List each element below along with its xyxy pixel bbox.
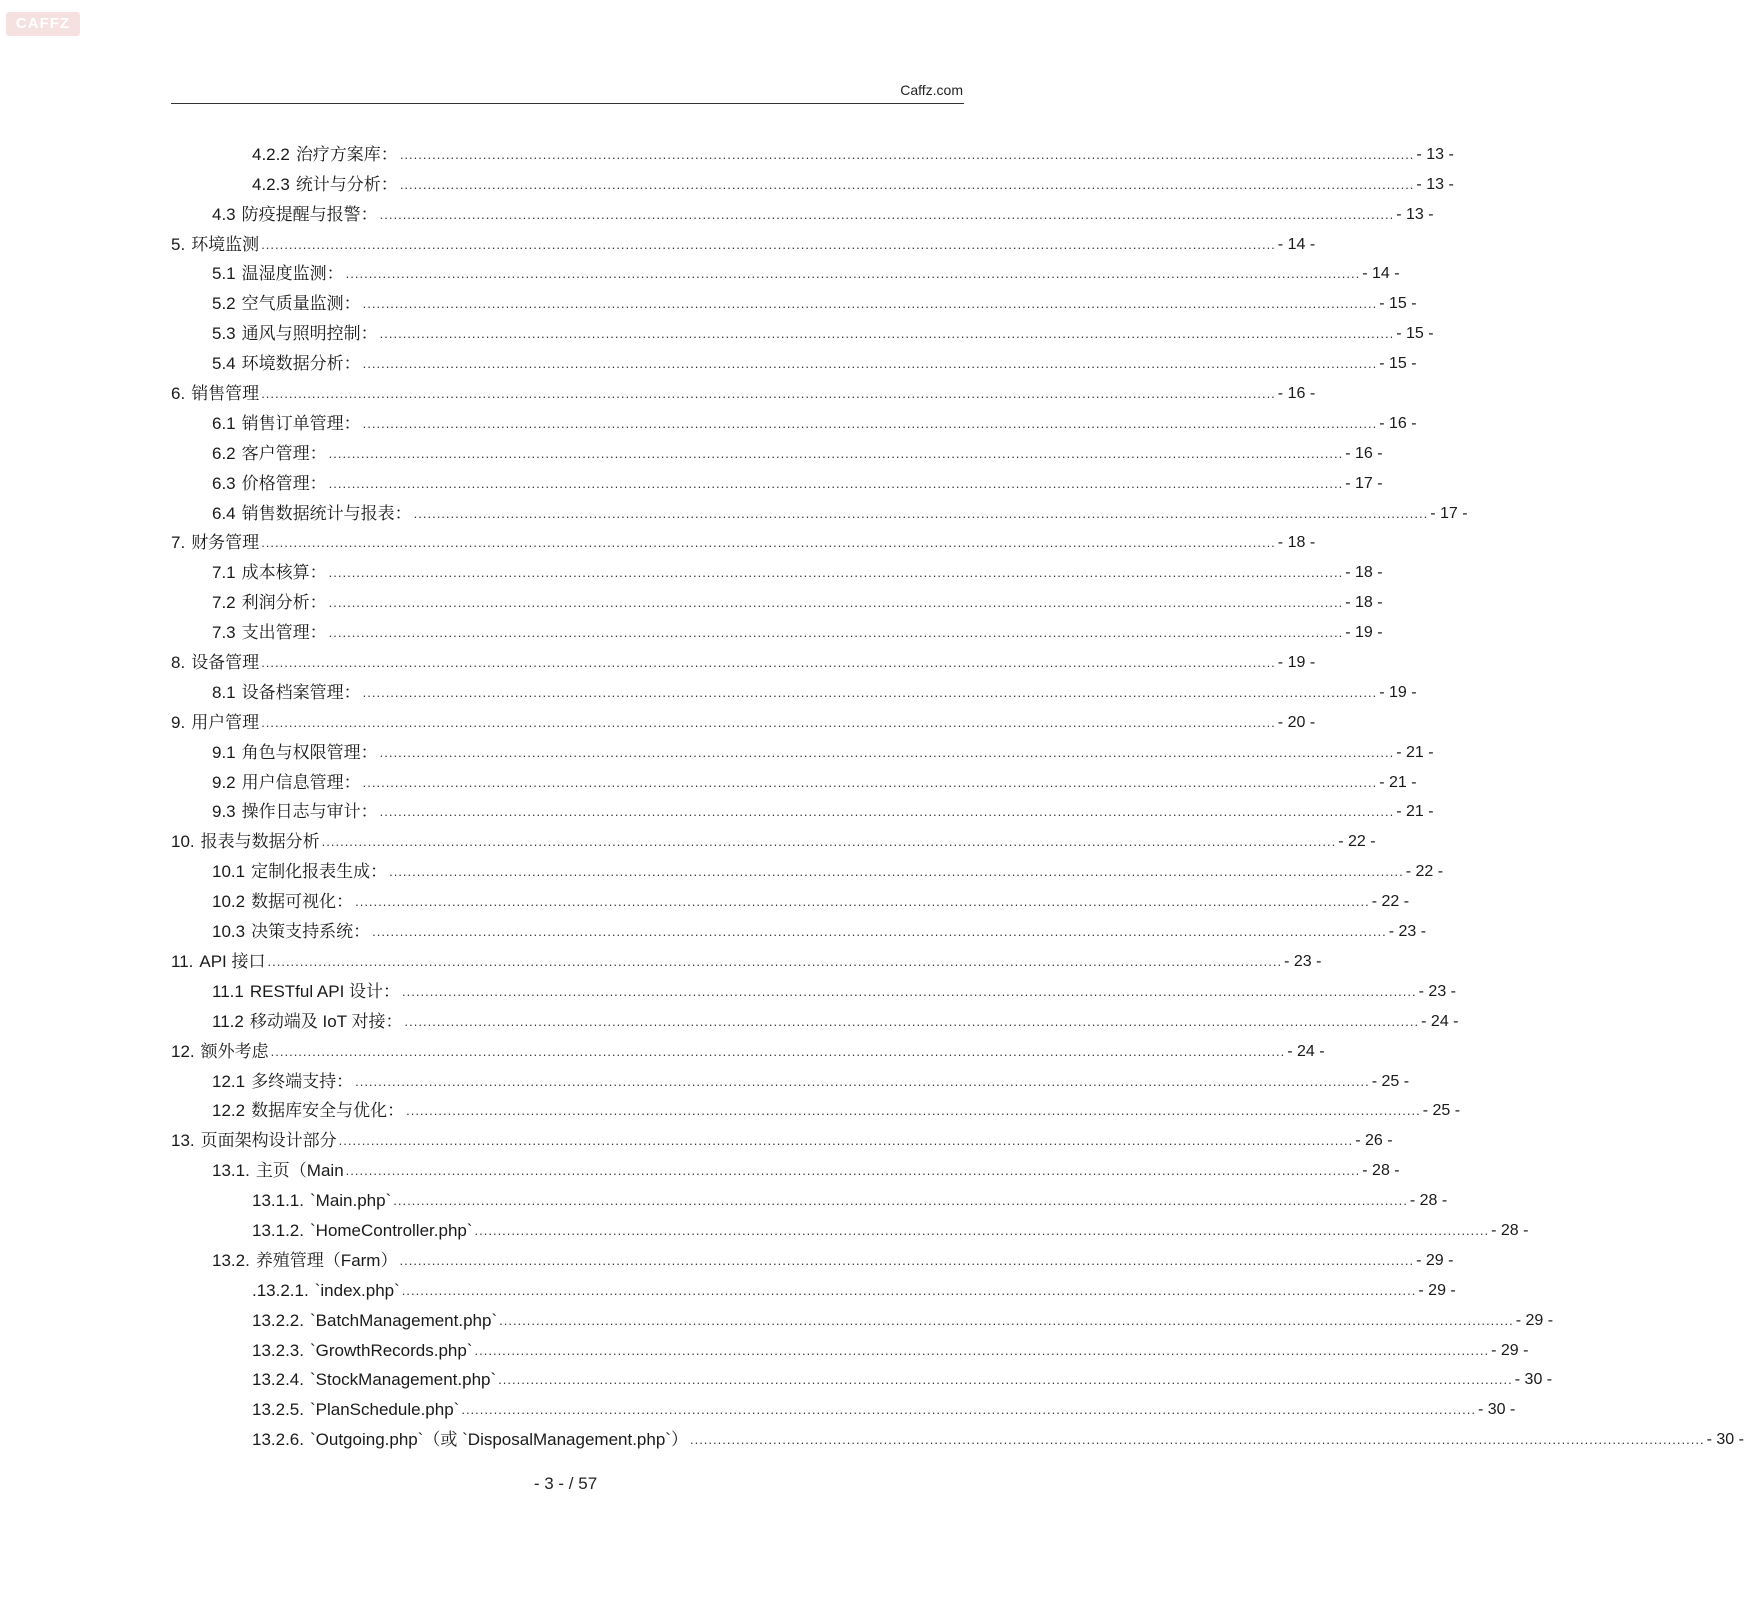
toc-entry-page: - 29 -: [1491, 1341, 1529, 1359]
toc-leader-dots: ............................................................................................................................................................................................................................: [498, 1372, 1513, 1388]
toc-leader-dots: ............................................................................................................................................................................................................................: [404, 1013, 1420, 1029]
toc-entry-number: 8.: [171, 653, 186, 673]
toc-entry-number: 13.2.2.: [252, 1310, 304, 1330]
toc-entry-title: 销售订单管理：: [241, 413, 361, 433]
toc-leader-dots: ............................................................................................................................................................................................................................: [393, 1193, 1408, 1209]
toc-entry-title: 防疫提醒与报警：: [241, 204, 378, 224]
toc-entry-page: - 30 -: [1477, 1401, 1516, 1419]
toc-leader-dots: ............................................................................................................................................................................................................................: [362, 356, 1378, 372]
toc-entry-number: 13.1.2.: [252, 1220, 304, 1240]
toc-entry-number: 5.4: [212, 354, 236, 374]
toc-entry[interactable]: [171, 646, 1316, 676]
toc-entry[interactable]: [171, 855, 1444, 885]
toc-entry-page: - 14 -: [1362, 265, 1400, 283]
toc-entry-number: 6.: [171, 384, 186, 404]
header-site-name: Caffz.com: [900, 82, 963, 98]
toc-entry[interactable]: [171, 258, 1400, 288]
toc-entry[interactable]: [171, 317, 1434, 347]
toc-entry[interactable]: [171, 586, 1383, 616]
toc-entry-title: 数据可视化：: [251, 892, 354, 912]
toc-entry-number: 13.2.: [212, 1250, 250, 1270]
toc-leader-dots: ............................................................................................................................................................................................................................: [379, 804, 1395, 820]
toc-entry-page: - 23 -: [1418, 982, 1456, 1000]
toc-entry-page: - 28 -: [1491, 1221, 1529, 1239]
toc-entry-page: - 22 -: [1405, 863, 1444, 881]
toc-leader-dots: ............................................................................................................................................................................................................................: [362, 684, 1378, 700]
toc-entry-page: - 16 -: [1379, 414, 1417, 432]
toc-entry-page: - 19 -: [1277, 654, 1316, 672]
toc-entry-number: 11.: [171, 951, 194, 971]
watermark-logo: CAFFZ: [6, 12, 80, 36]
toc-entry-number: 7.: [171, 533, 186, 553]
toc-entry-page: - 25 -: [1422, 1102, 1461, 1120]
toc-entry[interactable]: [171, 676, 1417, 706]
toc-entry-number: 7.3: [212, 623, 236, 643]
toc-leader-dots: ............................................................................................................................................................................................................................: [379, 744, 1395, 760]
toc-entry[interactable]: [171, 1334, 1529, 1364]
page-footer-indicator: - 3 - / 57: [533, 1474, 598, 1493]
toc-entry[interactable]: [171, 347, 1417, 377]
toc-entry-title: 多终端支持：: [251, 1071, 354, 1091]
toc-entry-page: - 15 -: [1379, 295, 1417, 313]
toc-entry-page: - 23 -: [1388, 923, 1427, 941]
toc-entry-title: `HomeController.php`: [310, 1220, 473, 1240]
toc-entry-page: - 14 -: [1277, 235, 1316, 253]
toc-entry-page: - 15 -: [1396, 325, 1434, 343]
toc-entry-page: - 18 -: [1277, 534, 1316, 552]
toc-entry-title: RESTful API 设计：: [249, 981, 401, 1001]
toc-entry[interactable]: [171, 1095, 1461, 1125]
toc-leader-dots: ............................................................................................................................................................................................................................: [355, 1073, 1370, 1089]
toc-entry-number: 9.1: [212, 742, 236, 762]
toc-entry-page: - 29 -: [1416, 1251, 1454, 1269]
toc-entry-title: 支出管理：: [241, 623, 327, 643]
toc-entry-page: - 24 -: [1421, 1012, 1459, 1030]
toc-leader-dots: ............................................................................................................................................................................................................................: [474, 1342, 1490, 1358]
toc-entry[interactable]: [171, 527, 1316, 557]
toc-entry-title: 养殖管理（Farm）: [255, 1250, 398, 1270]
table-of-contents: [171, 138, 1744, 1453]
toc-entry-number: 4.2.2: [252, 144, 290, 164]
toc-entry-page: - 21 -: [1396, 803, 1434, 821]
toc-entry-page: - 30 -: [1706, 1431, 1744, 1449]
toc-entry[interactable]: [171, 287, 1417, 317]
toc-entry-page: - 16 -: [1345, 444, 1383, 462]
toc-entry-page: - 22 -: [1371, 893, 1410, 911]
toc-leader-dots: ............................................................................................................................................................................................................................: [362, 774, 1378, 790]
toc-leader-dots: ............................................................................................................................................................................................................................: [474, 1222, 1490, 1238]
toc-entry[interactable]: [171, 1393, 1516, 1423]
toc-entry[interactable]: [171, 467, 1383, 497]
toc-entry-title: 价格管理：: [241, 473, 327, 493]
toc-entry[interactable]: [171, 497, 1468, 527]
toc-entry[interactable]: [171, 1065, 1410, 1095]
toc-entry[interactable]: [171, 915, 1427, 945]
toc-entry-title: 移动端及 IoT 对接：: [249, 1011, 403, 1031]
toc-entry[interactable]: [171, 885, 1410, 915]
toc-leader-dots: ............................................................................................................................................................................................................................: [499, 1312, 1514, 1328]
toc-entry[interactable]: [171, 825, 1376, 855]
toc-entry-title: 决策支持系统：: [251, 922, 371, 942]
toc-entry[interactable]: [171, 228, 1316, 258]
toc-leader-dots: ............................................................................................................................................................................................................................: [261, 714, 1276, 730]
toc-leader-dots: ............................................................................................................................................................................................................................: [261, 236, 1276, 252]
toc-entry-number: 11.2: [212, 1011, 244, 1031]
toc-entry-page: - 29 -: [1515, 1311, 1554, 1329]
toc-entry-number: 6.1: [212, 413, 236, 433]
toc-entry-page: - 13 -: [1396, 205, 1434, 223]
toc-entry-page: - 28 -: [1409, 1192, 1448, 1210]
toc-entry-title: 利润分析：: [241, 593, 327, 613]
toc-entry-number: 10.2: [212, 892, 246, 912]
toc-entry[interactable]: [171, 706, 1316, 736]
toc-entry-number: 11.1: [212, 981, 244, 1001]
toc-entry-title: 额外考虑: [200, 1041, 269, 1061]
toc-entry-page: - 29 -: [1418, 1281, 1456, 1299]
toc-entry-page: - 21 -: [1396, 743, 1434, 761]
toc-entry-number: 5.2: [212, 294, 236, 314]
toc-entry-number: 9.: [171, 712, 186, 732]
toc-leader-dots: ............................................................................................................................................................................................................................: [689, 1432, 1705, 1448]
toc-leader-dots: ............................................................................................................................................................................................................................: [461, 1402, 1476, 1418]
toc-entry-title: 客户管理：: [241, 443, 327, 463]
toc-entry[interactable]: [171, 556, 1383, 586]
toc-entry-page: - 13 -: [1416, 145, 1454, 163]
toc-entry-number: 6.3: [212, 473, 236, 493]
toc-entry-page: - 19 -: [1379, 683, 1417, 701]
toc-entry-number: 12.1: [212, 1071, 246, 1091]
toc-entry-page: - 26 -: [1355, 1132, 1393, 1150]
toc-leader-dots: ............................................................................................................................................................................................................................: [328, 595, 1344, 611]
toc-entry-title: 成本核算：: [241, 563, 327, 583]
toc-entry[interactable]: [171, 796, 1434, 826]
toc-entry-page: - 23 -: [1284, 952, 1322, 970]
toc-leader-dots: ............................................................................................................................................................................................................................: [270, 1043, 1286, 1059]
toc-leader-dots: ............................................................................................................................................................................................................................: [399, 1252, 1415, 1268]
toc-entry-number: 13.2.4.: [252, 1370, 304, 1390]
toc-entry-title: 销售管理: [191, 384, 260, 404]
toc-leader-dots: ............................................................................................................................................................................................................................: [413, 505, 1429, 521]
toc-entry-number: 6.4: [212, 503, 236, 523]
toc-leader-dots: ............................................................................................................................................................................................................................: [406, 1103, 1421, 1119]
toc-entry-title: 设备管理: [191, 653, 260, 673]
toc-leader-dots: ............................................................................................................................................................................................................................: [261, 386, 1276, 402]
toc-entry-title: `Outgoing.php`（或 `DisposalManagement.php`）: [310, 1430, 688, 1450]
toc-entry[interactable]: [171, 1423, 1744, 1453]
toc-leader-dots: ............................................................................................................................................................................................................................: [345, 266, 1361, 282]
toc-entry-title: 用户信息管理：: [241, 772, 361, 792]
toc-entry[interactable]: [171, 616, 1383, 646]
toc-entry-title: 环境监测: [191, 234, 260, 254]
toc-entry-number: 5.3: [212, 324, 236, 344]
toc-entry-number: 5.1: [212, 264, 236, 284]
toc-entry-number: 13.2.5.: [252, 1400, 304, 1420]
toc-entry[interactable]: [171, 1304, 1554, 1334]
toc-entry-number: 13.2.3.: [252, 1340, 304, 1360]
toc-entry[interactable]: [171, 1154, 1400, 1184]
toc-entry[interactable]: [171, 766, 1417, 796]
toc-entry-title: 数据库安全与优化：: [251, 1101, 405, 1121]
toc-leader-dots: ............................................................................................................................................................................................................................: [328, 565, 1344, 581]
toc-leader-dots: ............................................................................................................................................................................................................................: [328, 445, 1344, 461]
toc-leader-dots: ............................................................................................................................................................................................................................: [379, 206, 1395, 222]
toc-entry-number: 9.2: [212, 772, 236, 792]
toc-leader-dots: ............................................................................................................................................................................................................................: [399, 146, 1415, 162]
toc-entry-title: 空气质量监测：: [241, 294, 361, 314]
toc-entry-number: 13.: [171, 1131, 195, 1151]
toc-entry-number: 7.2: [212, 593, 236, 613]
toc-entry[interactable]: [171, 377, 1316, 407]
toc-leader-dots: ............................................................................................................................................................................................................................: [328, 475, 1344, 491]
toc-entry-number: 8.1: [212, 682, 236, 702]
toc-entry-title: `StockManagement.php`: [310, 1370, 497, 1390]
toc-leader-dots: ............................................................................................................................................................................................................................: [328, 625, 1344, 641]
toc-leader-dots: ............................................................................................................................................................................................................................: [372, 924, 1387, 940]
toc-entry-title: 报表与数据分析: [200, 832, 320, 852]
toc-entry[interactable]: [171, 1364, 1553, 1394]
toc-entry[interactable]: [171, 168, 1454, 198]
toc-entry-number: 13.1.1.: [252, 1191, 304, 1211]
toc-leader-dots: ............................................................................................................................................................................................................................: [362, 415, 1378, 431]
toc-entry-title: 财务管理: [191, 533, 260, 553]
toc-entry-title: 用户管理: [191, 712, 260, 732]
toc-entry-page: - 18 -: [1345, 594, 1383, 612]
toc-entry-page: - 21 -: [1379, 773, 1417, 791]
toc-entry-number: 6.2: [212, 443, 236, 463]
toc-entry[interactable]: [171, 736, 1434, 766]
toc-leader-dots: ............................................................................................................................................................................................................................: [362, 296, 1378, 312]
toc-entry-number: 12.: [171, 1041, 195, 1061]
toc-entry-page: - 17 -: [1345, 474, 1383, 492]
toc-entry-page: - 17 -: [1430, 504, 1468, 522]
toc-leader-dots: ............................................................................................................................................................................................................................: [402, 983, 1417, 999]
toc-entry-number: 10.: [171, 832, 195, 852]
toc-entry-title: 通风与照明控制：: [241, 324, 378, 344]
toc-entry-page: - 15 -: [1379, 355, 1417, 373]
toc-entry-title: `PlanSchedule.php`: [310, 1400, 460, 1420]
toc-entry[interactable]: [171, 198, 1434, 228]
toc-entry-title: `BatchManagement.php`: [310, 1310, 498, 1330]
toc-entry-title: `Main.php`: [310, 1191, 392, 1211]
toc-entry-title: 操作日志与审计：: [241, 802, 378, 822]
toc-entry-title: 页面架构设计部分: [200, 1131, 337, 1151]
toc-leader-dots: ............................................................................................................................................................................................................................: [345, 1163, 1361, 1179]
toc-entry-title: 温湿度监测：: [241, 264, 344, 284]
toc-entry-page: - 19 -: [1345, 624, 1383, 642]
toc-entry-title: 销售数据统计与报表：: [241, 503, 412, 523]
toc-entry-title: API 接口: [199, 951, 266, 971]
toc-entry-title: 治疗方案库：: [295, 144, 398, 164]
toc-entry[interactable]: [171, 1214, 1529, 1244]
toc-entry[interactable]: [171, 1244, 1454, 1274]
toc-entry-page: - 20 -: [1277, 713, 1316, 731]
toc-entry-number: 13.2.6.: [252, 1430, 304, 1450]
toc-entry-number: 4.3: [212, 204, 236, 224]
toc-entry-number: 5.: [171, 234, 186, 254]
toc-leader-dots: ............................................................................................................................................................................................................................: [401, 1282, 1417, 1298]
toc-entry-page: - 30 -: [1514, 1371, 1553, 1389]
toc-entry-number: .13.2.1.: [252, 1280, 309, 1300]
toc-entry-page: - 24 -: [1287, 1042, 1325, 1060]
toc-entry-page: - 25 -: [1371, 1072, 1410, 1090]
toc-entry-title: `GrowthRecords.php`: [310, 1340, 473, 1360]
toc-entry[interactable]: [171, 1184, 1448, 1214]
toc-entry-number: 4.2.3: [252, 174, 290, 194]
toc-entry-number: 10.3: [212, 922, 246, 942]
toc-entry-page: - 18 -: [1345, 564, 1383, 582]
toc-entry-title: 环境数据分析：: [241, 354, 361, 374]
toc-entry-number: 10.1: [212, 862, 246, 882]
toc-leader-dots: ............................................................................................................................................................................................................................: [261, 655, 1276, 671]
toc-entry[interactable]: [171, 1035, 1325, 1065]
toc-entry[interactable]: [171, 138, 1454, 168]
toc-entry-title: `index.php`: [314, 1280, 400, 1300]
toc-leader-dots: ............................................................................................................................................................................................................................: [389, 864, 1404, 880]
toc-entry-page: - 13 -: [1416, 175, 1454, 193]
toc-entry-title: 主页（Main: [255, 1161, 344, 1181]
toc-leader-dots: ............................................................................................................................................................................................................................: [321, 834, 1337, 850]
toc-entry-page: - 16 -: [1277, 385, 1316, 403]
toc-leader-dots: ............................................................................................................................................................................................................................: [379, 326, 1395, 342]
toc-entry[interactable]: [171, 975, 1456, 1005]
toc-entry-page: - 22 -: [1338, 833, 1376, 851]
toc-entry-title: 定制化报表生成：: [251, 862, 388, 882]
toc-leader-dots: ............................................................................................................................................................................................................................: [399, 176, 1415, 192]
toc-entry-number: 13.1.: [212, 1161, 250, 1181]
toc-entry[interactable]: [171, 1124, 1393, 1154]
toc-leader-dots: ............................................................................................................................................................................................................................: [338, 1133, 1354, 1149]
toc-leader-dots: ............................................................................................................................................................................................................................: [261, 535, 1276, 551]
toc-entry-title: 设备档案管理：: [241, 682, 361, 702]
toc-entry-number: 7.1: [212, 563, 236, 583]
toc-entry-title: 统计与分析：: [295, 174, 398, 194]
toc-entry[interactable]: [171, 407, 1417, 437]
toc-entry-number: 12.2: [212, 1101, 246, 1121]
toc-entry[interactable]: [171, 1274, 1456, 1304]
toc-entry-number: 9.3: [212, 802, 236, 822]
toc-entry[interactable]: [171, 945, 1322, 975]
toc-entry[interactable]: [171, 1005, 1459, 1035]
toc-leader-dots: ............................................................................................................................................................................................................................: [267, 953, 1283, 969]
toc-leader-dots: ............................................................................................................................................................................................................................: [355, 894, 1370, 910]
toc-entry-page: - 28 -: [1362, 1162, 1400, 1180]
header-divider: [171, 103, 964, 104]
toc-entry[interactable]: [171, 437, 1383, 467]
toc-entry-title: 角色与权限管理：: [241, 742, 378, 762]
